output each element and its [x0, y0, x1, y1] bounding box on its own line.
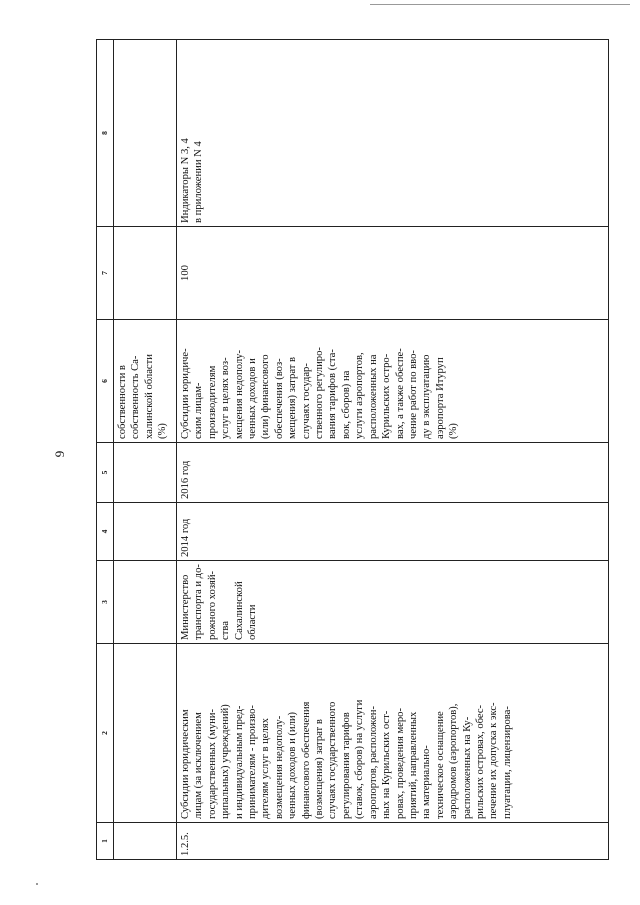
page-number: 9: [52, 450, 67, 458]
continued-cell-measure: [114, 644, 177, 823]
program-measures-table: [96, 39, 609, 860]
continued-cell-indicator: собственности в собственность Са- халинской области (%): [114, 320, 177, 443]
row-start-year: 2014 год: [177, 503, 609, 561]
table-header-row: [97, 40, 114, 860]
row-indicator-link: Индикаторы N 3, 4 в приложении N 4: [177, 40, 609, 227]
header-cell-2: 2: [97, 644, 114, 823]
row-indicator: Субсидии юридиче- ским лицам- производителям услуг в целях воз- мещения недополу- ченных доходов и (или) финансового обеспечения (воз- мещения) затрат в случаях государ- ственного регулиро- вания тарифов (ста- вок, сборов) на услуги аэропортов, расположенных на Курильских остро- вах, а также обеспе- чение работ по вво- ду в эксплуатацию аэропорта Итуруп (%): [177, 320, 609, 443]
header-cell-7: 7: [97, 227, 114, 320]
continued-cell-number: [114, 823, 177, 860]
row-executor: Министерство транспорта и до- рожного хозяй- ства Сахалинской области: [177, 561, 609, 644]
header-cell-3: 3: [97, 561, 114, 644]
header-cell-1: 1: [97, 823, 114, 860]
header-cell-4: 4: [97, 503, 114, 561]
scan-speck: [36, 883, 38, 885]
header-cell-8: 8: [97, 40, 114, 227]
table-row: [177, 40, 609, 860]
header-cell-6: 6: [97, 320, 114, 443]
continued-row: [114, 40, 177, 860]
continued-cell-value: [114, 227, 177, 320]
continued-cell-executor: [114, 561, 177, 644]
row-indicator-value: 100: [177, 227, 609, 320]
row-end-year: 2016 год: [177, 443, 609, 503]
continued-cell-end: [114, 443, 177, 503]
continued-cell-start: [114, 503, 177, 561]
continued-cell-link: [114, 40, 177, 227]
row-measure-description: Субсидии юридическим лицам (за исключением государственных (муни- ципальных) учреждений) и индивидуальным пред- принимателям - произво- дителям услуг в целях возмещения недополу- ченных доходов и (или) финансового обеспечения (возмещения) затрат в случаях государственного регулирования тарифов (ставок, сборов) на услуги аэропортов, расположен- ных на Курильских ост- ровах, проведения меро- приятий, направленных на материально- техническое оснащение аэродромов (аэропортов), расположенных на Ку- рильских островах, обес- печение их допуска к экс- плуатации, лицензирова-: [177, 644, 609, 823]
header-cell-5: 5: [97, 443, 114, 503]
scan-edge-line: [370, 4, 630, 5]
row-number: 1.2.5.: [177, 823, 609, 860]
rotated-table-container: [96, 40, 609, 860]
